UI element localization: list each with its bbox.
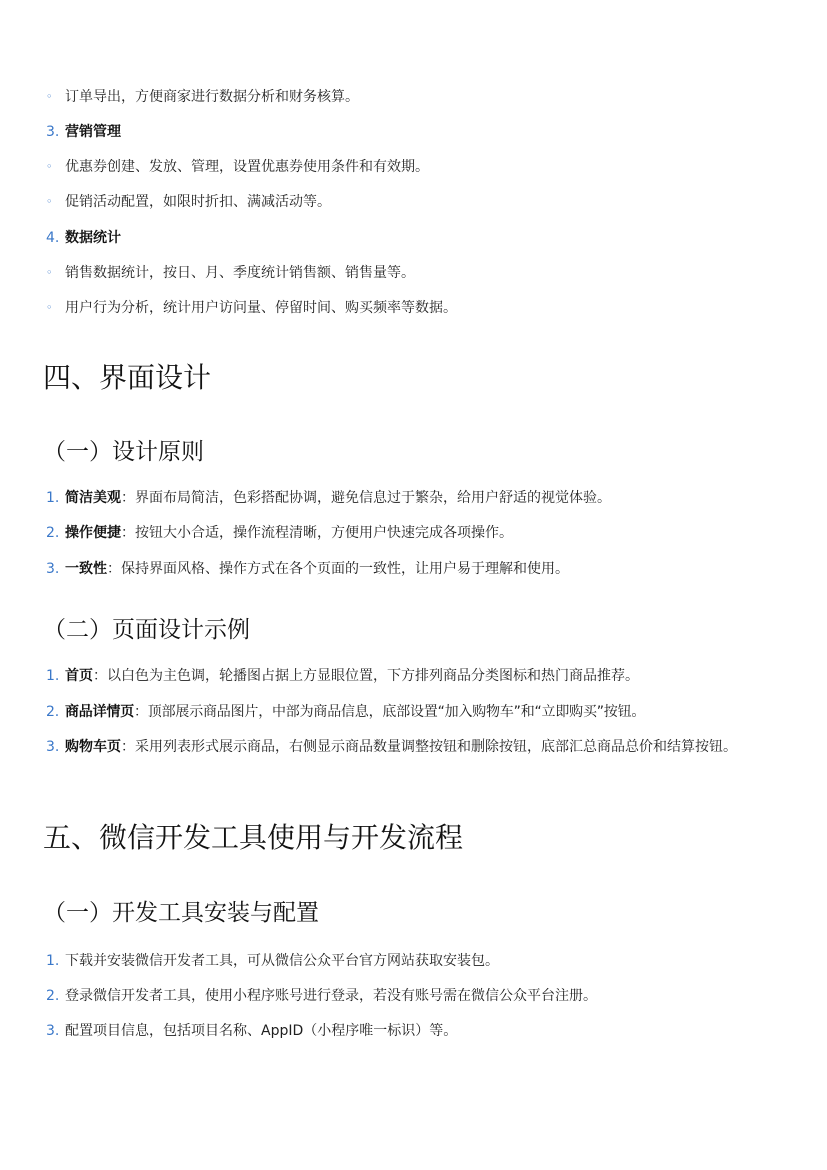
list-item: 3. 配置项目信息，包括项目名称、AppID（小程序唯一标识）等。 [46, 1023, 458, 1039]
list-item: ◦ 用户行为分析，统计用户访问量、停留时间、购买频率等数据。 [46, 300, 457, 316]
circle-bullet-icon: ◦ [46, 266, 53, 279]
list-item: 3. 购物车页：采用列表形式展示商品，右侧显示商品数量调整按钮和删除按钮，底部汇总商品总价和结算按钮。 [46, 739, 737, 755]
circle-bullet-icon: ◦ [46, 301, 53, 314]
section-title-wechat-dev: 五、微信开发工具使用与开发流程 [43, 821, 464, 854]
circle-bullet-icon: ◦ [46, 160, 53, 173]
list-item: ◦ 销售数据统计，按日、月、季度统计销售额、销售量等。 [46, 265, 415, 281]
list-item: 2. 商品详情页：顶部展示商品图片，中部为商品信息，底部设置“加入购物车”和“立即购买”按钮。 [46, 704, 646, 720]
section-title-interface-design: 四、界面设计 [43, 361, 212, 394]
list-item: 1. 下载并安装微信开发者工具，可从微信公众平台官方网站获取安装包。 [46, 953, 499, 969]
subsection-title-page-examples: （二）页面设计示例 [43, 617, 250, 643]
list-item: 1. 首页：以白色为主色调，轮播图占据上方显眼位置，下方排列商品分类图标和热门商品推荐。 [46, 668, 639, 684]
list-item: 2. 操作便捷：按钮大小合适，操作流程清晰，方便用户快速完成各项操作。 [46, 525, 513, 541]
list-item: 1. 简洁美观：界面布局简洁，色彩搭配协调，避免信息过于繁杂，给用户舒适的视觉体验。 [46, 490, 611, 506]
list-item: ◦ 促销活动配置，如限时折扣、满减活动等。 [46, 194, 331, 210]
list-item: ◦ 订单导出，方便商家进行数据分析和财务核算。 [46, 89, 359, 105]
list-item-statistics: 4. 数据统计 [46, 230, 121, 246]
subsection-title-design-principles: （一）设计原则 [43, 439, 204, 465]
list-item: 2. 登录微信开发者工具，使用小程序账号进行登录，若没有账号需在微信公众平台注册。 [46, 988, 597, 1004]
circle-bullet-icon: ◦ [46, 90, 53, 103]
list-item-marketing: 3. 营销管理 [46, 124, 121, 140]
list-item: ◦ 优惠券创建、发放、管理，设置优惠券使用条件和有效期。 [46, 159, 429, 175]
circle-bullet-icon: ◦ [46, 195, 53, 208]
subsection-title-tool-setup: （一）开发工具安装与配置 [43, 900, 319, 926]
list-item: 3. 一致性：保持界面风格、操作方式在各个页面的一致性，让用户易于理解和使用。 [46, 561, 569, 577]
